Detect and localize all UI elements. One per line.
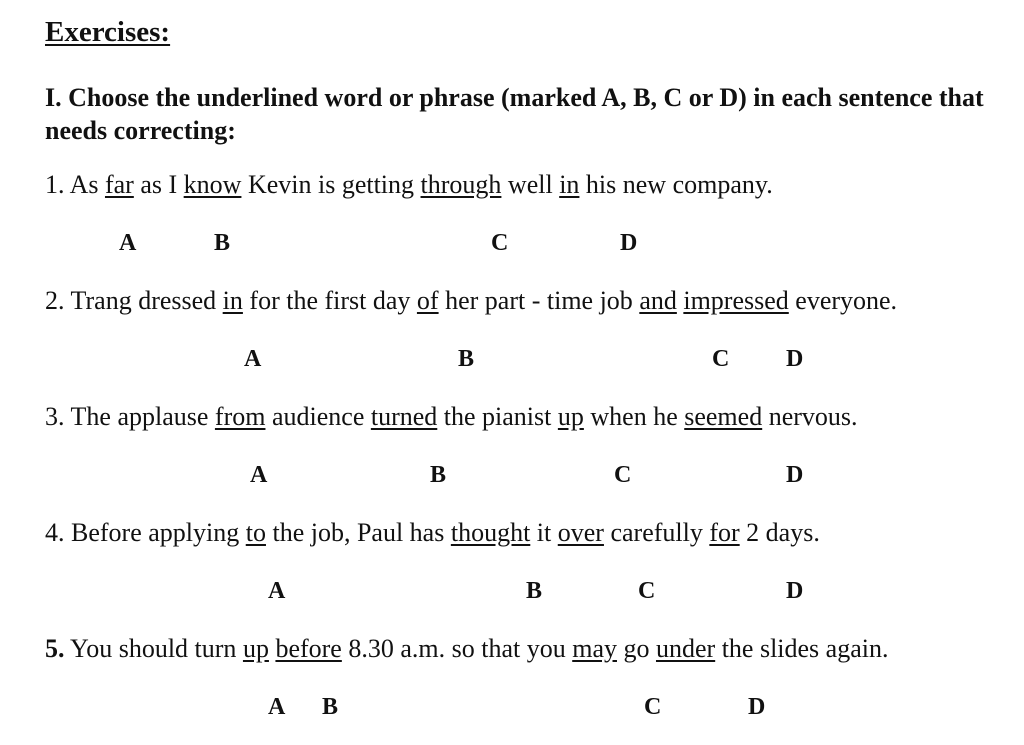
question-2-option-a: A (244, 346, 262, 372)
sentence-text: 2. Trang dressed (45, 286, 223, 315)
sentence-text: 8.30 a.m. so that you (341, 634, 573, 663)
underlined-phrase: and (639, 286, 677, 315)
underlined-phrase: seemed (684, 402, 763, 431)
sentence-text: everyone. (788, 286, 898, 315)
question-1-option-b: B (214, 230, 231, 256)
question-5-option-b: B (322, 694, 339, 720)
underlined-phrase: thought (450, 518, 531, 547)
question-1-sentence (45, 170, 773, 200)
underlined-phrase: under (655, 634, 716, 663)
question-5-option-d: D (748, 694, 766, 720)
sentence-text: as I (133, 170, 184, 199)
question-5-sentence (45, 634, 888, 664)
question-3-option-d: D (786, 462, 804, 488)
question-4-option-d: D (786, 578, 804, 604)
sentence-text: 4. Before applying (45, 518, 246, 547)
question-3-option-b: B (430, 462, 447, 488)
sentence-text: 5. (45, 634, 65, 663)
sentence-text: nervous. (762, 402, 858, 431)
question-4-sentence (45, 518, 820, 548)
underlined-phrase: up (242, 634, 269, 663)
sentence-text: it (530, 518, 558, 547)
underlined-phrase: may (572, 634, 617, 663)
sentence-text: her part - time job (438, 286, 640, 315)
underlined-phrase: up (557, 402, 584, 431)
heading: Exercises: (45, 16, 171, 48)
underlined-phrase: turned (370, 402, 438, 431)
underlined-phrase: for (709, 518, 740, 547)
underlined-phrase: far (104, 170, 134, 199)
underlined-phrase: over (557, 518, 604, 547)
question-5-option-a: A (268, 694, 286, 720)
sentence-text: well (501, 170, 560, 199)
sentence-text: his new company. (579, 170, 773, 199)
underlined-phrase: to (245, 518, 266, 547)
sentence-text: You should turn (64, 634, 243, 663)
question-5-option-c: C (644, 694, 662, 720)
question-2-option-b: B (458, 346, 475, 372)
question-2-option-c: C (712, 346, 730, 372)
underlined-phrase: through (420, 170, 502, 199)
question-4-option-b: B (526, 578, 543, 604)
sentence-text: go (616, 634, 656, 663)
question-4-option-a: A (268, 578, 286, 604)
question-3-option-a: A (250, 462, 268, 488)
underlined-phrase: know (183, 170, 242, 199)
sentence-text: Kevin is getting (241, 170, 421, 199)
question-2-sentence (45, 286, 897, 316)
underlined-phrase: of (416, 286, 439, 315)
sentence-text: 1. As (45, 170, 105, 199)
question-2-option-d: D (786, 346, 804, 372)
sentence-text: carefully (603, 518, 710, 547)
sentence-text: 2 days. (739, 518, 820, 547)
question-1-option-d: D (620, 230, 638, 256)
question-1-option-a: A (119, 230, 137, 256)
sentence-text: audience (265, 402, 371, 431)
sentence-text: the job, Paul has (265, 518, 451, 547)
sentence-text: for the first day (242, 286, 417, 315)
underlined-phrase: in (222, 286, 243, 315)
question-1-option-c: C (491, 230, 509, 256)
sentence-text: the slides again. (715, 634, 889, 663)
question-3-option-c: C (614, 462, 632, 488)
underlined-phrase: impressed (683, 286, 789, 315)
sentence-text: when he (583, 402, 685, 431)
underlined-phrase: from (214, 402, 266, 431)
question-3-sentence (45, 402, 858, 432)
question-4-option-c: C (638, 578, 656, 604)
sentence-text: the pianist (437, 402, 558, 431)
instruction: I. Choose the underlined word or phrase (marked A, B, C or D) in each sentence that needs correcting: (45, 83, 984, 145)
underlined-phrase: in (559, 170, 580, 199)
sentence-text: 3. The applause (45, 402, 215, 431)
underlined-phrase: before (275, 634, 342, 663)
